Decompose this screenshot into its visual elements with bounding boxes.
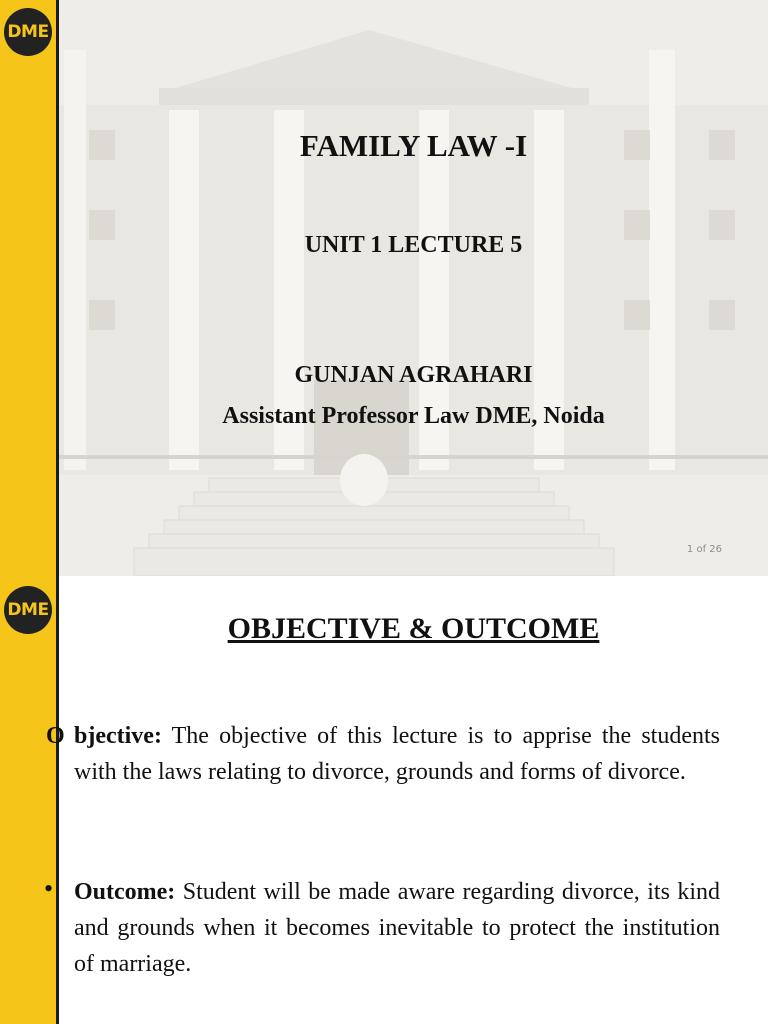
slide-title: FAMILY LAW -I [299, 128, 528, 163]
author-name: GUNJAN AGRAHARI [294, 362, 533, 388]
objective-slide [0, 576, 768, 1024]
outcome-paragraph [44, 874, 720, 982]
outcome-label: Outcome: [74, 879, 176, 905]
objective-paragraph [46, 718, 720, 790]
side-band-divider [56, 0, 59, 576]
side-band [0, 0, 56, 576]
bullet-icon: • [44, 874, 54, 903]
building-background [59, 0, 768, 576]
side-band [0, 576, 56, 1024]
dme-logo: DME [4, 586, 52, 634]
dme-logo: DME [4, 8, 52, 56]
objective-lead-letter: O [46, 723, 65, 749]
unit-lecture: UNIT 1 LECTURE 5 [304, 232, 523, 258]
author-role: Assistant Professor Law DME, Noida [222, 403, 605, 429]
section-heading: OBJECTIVE & OUTCOME [227, 612, 600, 645]
page-indicator: 1 of 26 [686, 544, 722, 555]
objective-text: The objective of this lecture is to apprise the students with the laws relating to divorce, grounds and forms of divorce. [74, 723, 720, 785]
outcome-text: Student will be made aware regarding divorce, its kind and grounds when it becomes inevitable to protect the institution of marriage. [74, 879, 720, 977]
objective-label: bjective: [74, 723, 162, 749]
